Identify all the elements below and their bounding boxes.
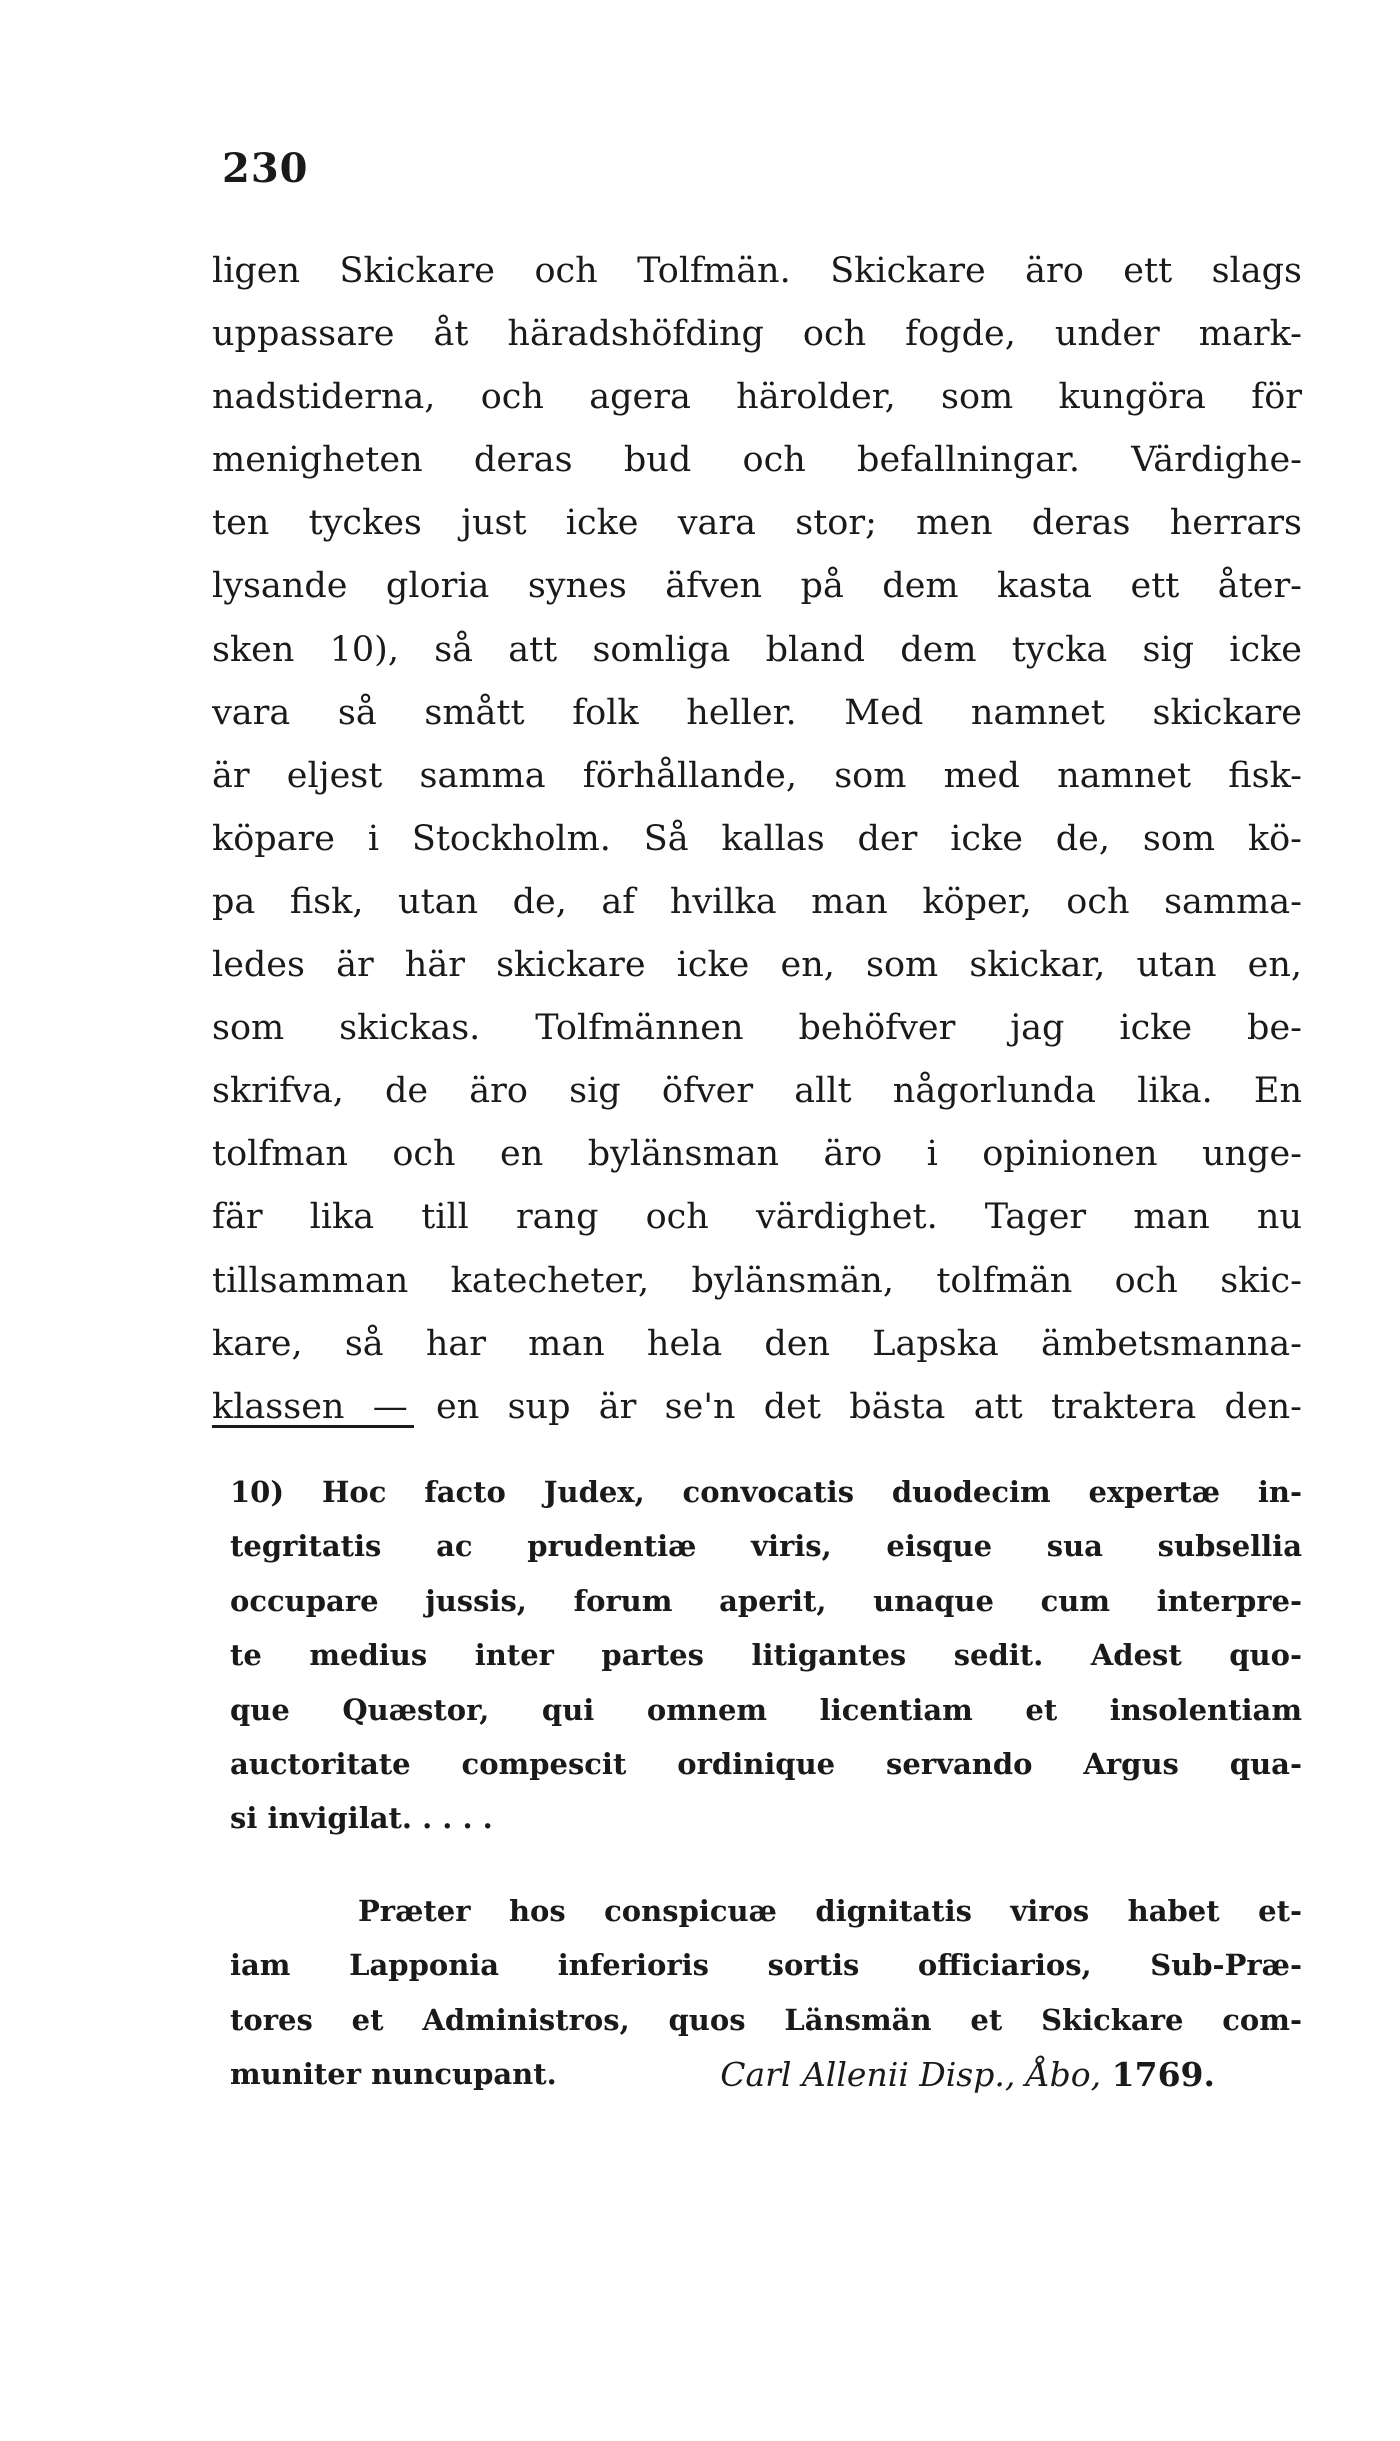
footnote-line: te medius inter partes litigantes sedit. Adest quo- xyxy=(230,1638,1302,1673)
body-line: skrifva, de äro sig öfver allt någorlunda lika. En xyxy=(212,1071,1302,1112)
body-line: lysande gloria synes äfven på dem kasta ett åter- xyxy=(212,566,1302,607)
footnote-divider xyxy=(212,1425,414,1428)
body-line: tillsamman katecheter, bylänsmän, tolfmän och skic- xyxy=(212,1260,1302,1301)
citation-source: Carl Allenii Disp., Åbo, xyxy=(720,2055,1102,2094)
body-line: är eljest samma förhållande, som med namnet fisk- xyxy=(212,755,1302,796)
body-line: menigheten deras bud och befallningar. Värdighe- xyxy=(212,440,1302,481)
footnote-line: Præter hos conspicuæ dignitatis viros habet et- xyxy=(358,1893,1302,1928)
footnote-line: muniter nuncupant. xyxy=(230,2056,557,2091)
body-line: pa fisk, utan de, af hvilka man köper, och samma- xyxy=(212,881,1302,922)
paragraph-gap xyxy=(230,1846,1302,1884)
body-line: fär lika till rang och värdighet. Tager man nu xyxy=(212,1197,1302,1238)
footnote-line: tores et Administros, quos Länsmän et Skickare com- xyxy=(230,2002,1302,2037)
footnote-line: 10) Hoc facto Judex, convocatis duodecim expertæ in- xyxy=(230,1475,1302,1509)
body-line: tolfman och en bylänsman äro i opinionen unge- xyxy=(212,1134,1302,1175)
body-line: köpare i Stockholm. Så kallas der icke de, som kö- xyxy=(212,818,1302,859)
body-text xyxy=(212,240,1302,1439)
citation-year: 1769. xyxy=(1111,2055,1215,2094)
body-line: uppassare åt häradshöfding och fogde, under mark- xyxy=(212,314,1302,355)
body-line: ten tyckes just icke vara stor; men deras herrars xyxy=(212,503,1302,544)
footnote xyxy=(230,1465,1302,2101)
body-line: nadstiderna, och agera härolder, som kungöra för xyxy=(212,377,1302,418)
footnote-line: occupare jussis, forum aperit, unaque cum interpre- xyxy=(230,1583,1302,1618)
body-line: sken 10), så att somliga bland dem tycka sig icke xyxy=(212,629,1302,670)
body-line: ligen Skickare och Tolfmän. Skickare äro ett slags xyxy=(212,251,1302,291)
footnote-line: auctoritate compescit ordinique servando Argus qua- xyxy=(230,1746,1302,1781)
footnote-line: que Quæstor, qui omnem licentiam et insolentiam xyxy=(230,1692,1302,1727)
body-line: som skickas. Tolfmännen behöfver jag icke be- xyxy=(212,1008,1302,1049)
body-line: kare, så har man hela den Lapska ämbetsmanna- xyxy=(212,1323,1302,1364)
footnote-line: tegritatis ac prudentiæ viris, eisque sua subsellia xyxy=(230,1529,1302,1564)
body-line: klassen — en sup är se'n det bästa att traktera den- xyxy=(212,1386,1302,1427)
citation-signature xyxy=(720,2055,1215,2094)
body-line: vara så smått folk heller. Med namnet skickare xyxy=(212,692,1302,733)
footnote-line: si invigilat. . . . . xyxy=(230,1801,493,1836)
footnote-line: iam Lapponia inferioris sortis officiarios, Sub-Præ- xyxy=(230,1948,1302,1983)
page-number: 230 xyxy=(222,145,309,192)
body-line: ledes är här skickare icke en, som skickar, utan en, xyxy=(212,945,1302,986)
